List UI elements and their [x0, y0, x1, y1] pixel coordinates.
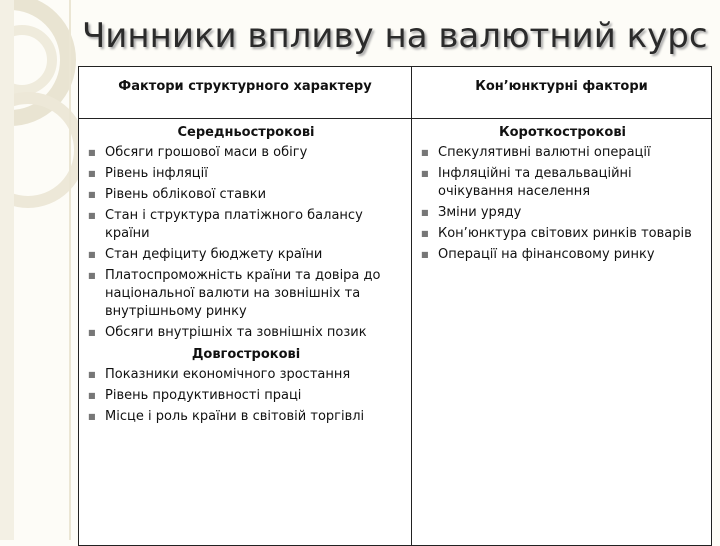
list-item: ■ Інфляційні та девальваційні очікування населення: [421, 166, 632, 199]
list-item: ■ Операції на фінансовому ринку: [421, 247, 655, 262]
short-term-list: [420, 144, 705, 264]
list-item: ■ Обсяги грошової маси в обігу: [88, 145, 308, 160]
section-heading-long-term: Довгострокові: [191, 347, 301, 362]
medium-term-list: [87, 144, 405, 342]
bullet-icon: ■: [88, 211, 96, 220]
header-market-factors: Кон’юнктурні фактори: [412, 67, 712, 119]
bullet-icon: ■: [88, 169, 96, 178]
list-item: ■ Стан і структура платіжного балансу країни: [88, 208, 363, 241]
list-item: ■ Кон’юнктура світових ринків товарів: [421, 226, 692, 241]
table-body-row: [79, 119, 712, 546]
bullet-icon: ■: [88, 391, 96, 400]
bullet-icon: ■: [421, 148, 429, 157]
factors-table: [78, 66, 712, 546]
market-factors-cell: [412, 119, 712, 546]
list-item: ■ Спекулятивні валютні операції: [421, 145, 651, 160]
bullet-icon: ■: [88, 250, 96, 259]
list-item: ■ Обсяги внутрішніх та зовнішніх позик: [88, 325, 367, 340]
bullet-icon: ■: [88, 370, 96, 379]
bullet-icon: ■: [88, 148, 96, 157]
list-item: ■ Стан дефіциту бюджету країни: [88, 247, 323, 262]
header-structural-factors: Фактори структурного характеру: [79, 67, 412, 119]
section-heading-short-term: Короткострокові: [499, 125, 626, 140]
bullet-icon: ■: [88, 412, 96, 421]
slide-title: Чинники впливу на валютний курс: [82, 16, 708, 56]
list-item: ■ Зміни уряду: [421, 205, 522, 220]
bullet-icon: ■: [421, 208, 429, 217]
bullet-icon: ■: [88, 190, 96, 199]
bullet-icon: ■: [88, 328, 96, 337]
list-item: ■ Показники економічного зростання: [88, 367, 351, 382]
list-item: ■ Рівень продуктивності праці: [88, 388, 302, 403]
bullet-icon: ■: [421, 250, 429, 259]
decor-bar: [0, 0, 14, 540]
section-heading-medium-term: Середньострокові: [177, 125, 315, 140]
bullet-icon: ■: [421, 169, 429, 178]
list-item: ■ Рівень облікової ставки: [88, 187, 267, 202]
structural-factors-cell: [79, 119, 412, 546]
long-term-list: [87, 366, 405, 426]
list-item: ■ Рівень інфляції: [88, 166, 208, 181]
bullet-icon: ■: [88, 271, 96, 280]
table-header-row: [79, 67, 712, 119]
bullet-icon: ■: [421, 229, 429, 238]
list-item: ■ Місце і роль країни в світовій торгівлі: [88, 409, 365, 424]
list-item: ■ Платоспроможність країни та довіра до національної валюти на зовнішніх та внутрішньому ринку: [88, 268, 381, 319]
